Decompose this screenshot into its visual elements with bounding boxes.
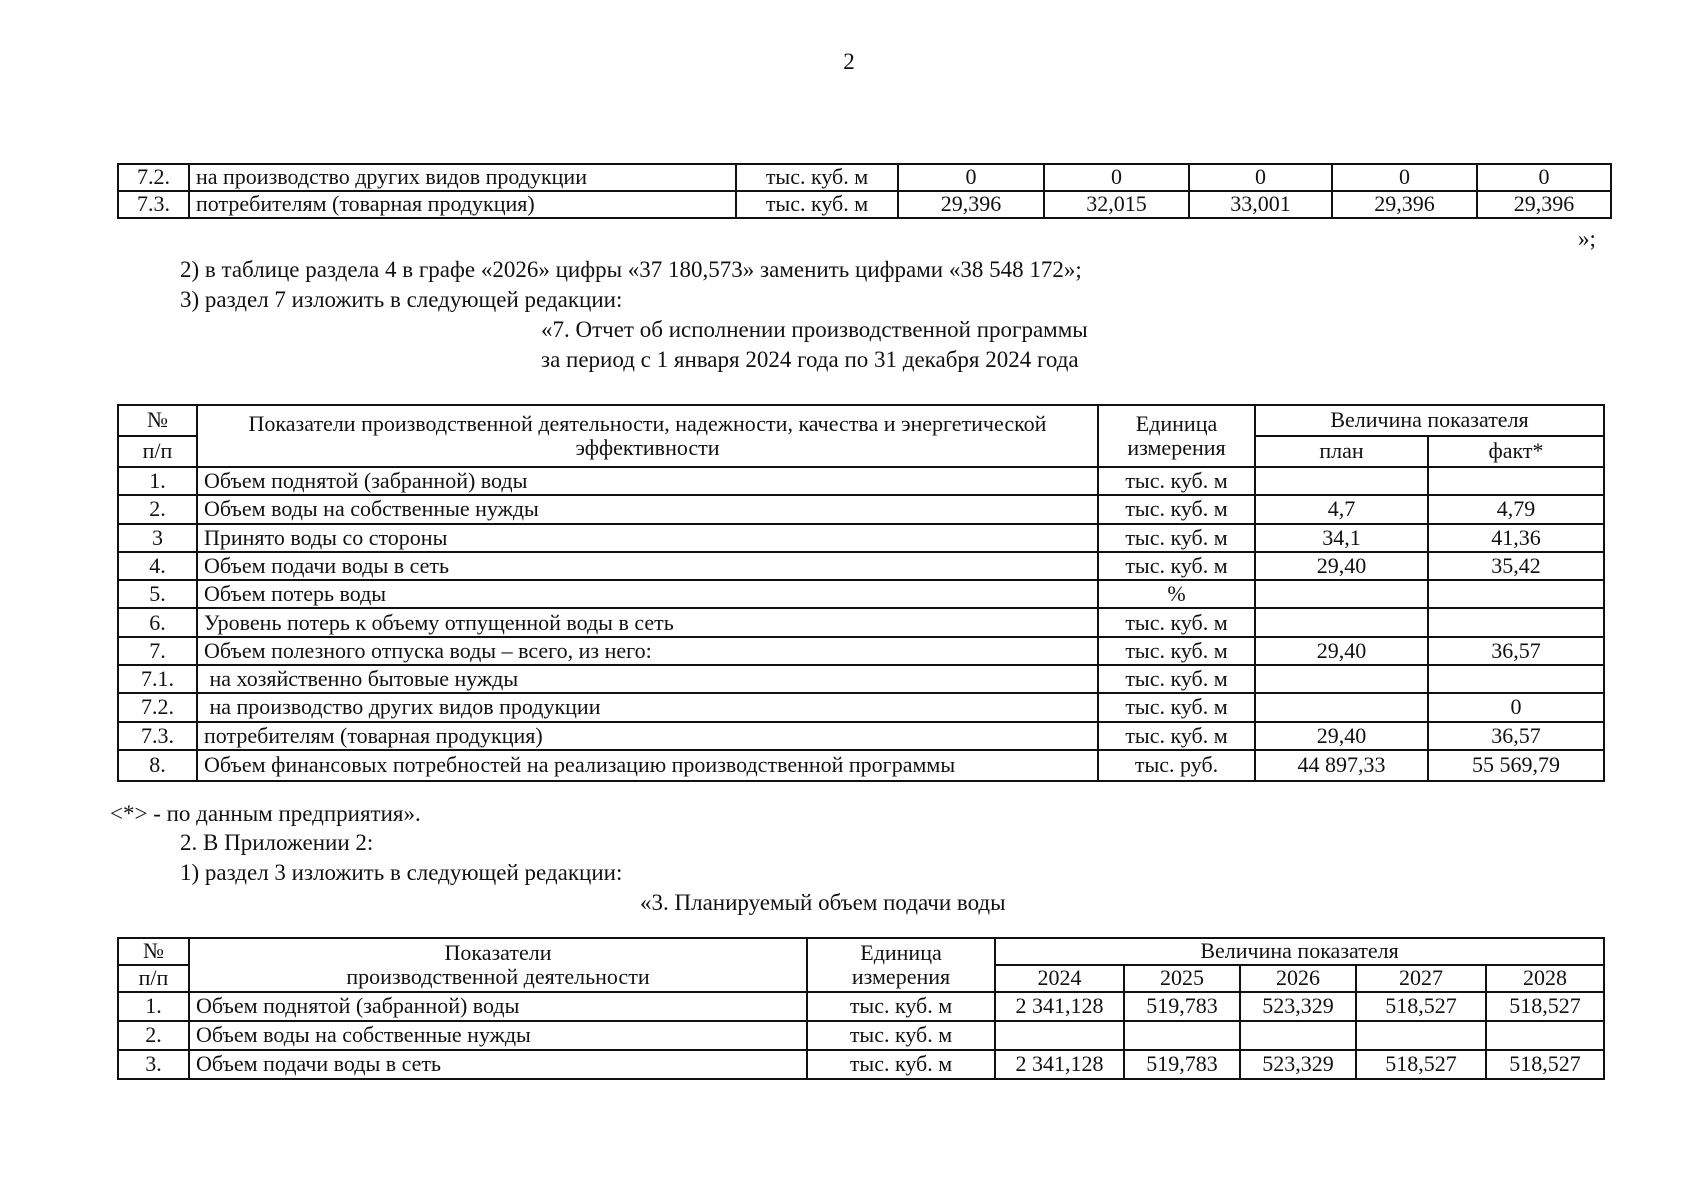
row-value: 519,783 xyxy=(1124,992,1240,1021)
row-unit: тыс. куб. м xyxy=(1098,495,1255,523)
header-unit: Единица измерения xyxy=(807,938,995,992)
header-year: 2025 xyxy=(1124,965,1240,992)
row-unit: % xyxy=(1098,580,1255,608)
table-row xyxy=(118,524,1604,552)
header-year: 2026 xyxy=(1240,965,1356,992)
row-plan xyxy=(1255,608,1428,636)
row-number: 7.2. xyxy=(118,693,197,721)
row-number: 2. xyxy=(118,495,197,523)
row-value: 518,527 xyxy=(1356,1050,1486,1079)
row-value: 29,396 xyxy=(898,191,1044,218)
table-row xyxy=(118,750,1604,781)
row-number: 5. xyxy=(118,580,197,608)
table-row xyxy=(118,495,1604,523)
appendix-2-heading: 2. В Приложении 2: xyxy=(180,830,374,855)
header-year: 2024 xyxy=(995,965,1124,992)
table-row xyxy=(118,467,1604,495)
table-row xyxy=(118,722,1604,750)
row-name: Объем поднятой (забранной) воды xyxy=(189,992,807,1021)
section3-title: «3. Планируемый объем подачи воды xyxy=(640,890,1006,915)
row-fact xyxy=(1428,608,1604,636)
header-num: № xyxy=(118,405,197,436)
row-value: 0 xyxy=(1332,164,1477,191)
row-value: 523,329 xyxy=(1240,992,1356,1021)
row-number: 7.3. xyxy=(118,191,189,218)
row-value: 29,396 xyxy=(1477,191,1611,218)
row-name: Объем воды на собственные нужды xyxy=(189,1021,807,1050)
row-plan xyxy=(1255,693,1428,721)
row-name: Объем потерь воды xyxy=(197,580,1098,608)
page-number: 2 xyxy=(843,49,855,74)
row-name: на производство других видов продукции xyxy=(189,164,736,191)
row-unit: тыс. куб. м xyxy=(1098,693,1255,721)
row-name: Уровень потерь к объему отпущенной воды в сеть xyxy=(197,608,1098,636)
row-unit: тыс. руб. xyxy=(1098,750,1255,781)
row-plan: 29,40 xyxy=(1255,552,1428,580)
row-value: 32,015 xyxy=(1044,191,1189,218)
row-fact: 0 xyxy=(1428,693,1604,721)
header-unit: Единица измерения xyxy=(1098,405,1255,467)
row-name: Объем подачи воды в сеть xyxy=(197,552,1098,580)
row-plan: 29,40 xyxy=(1255,722,1428,750)
row-value: 519,783 xyxy=(1124,1050,1240,1079)
row-name: Объем поднятой (забранной) воды xyxy=(197,467,1098,495)
row-fact: 36,57 xyxy=(1428,637,1604,665)
section7-report-table xyxy=(117,404,1605,782)
header-indicators: Показатели производственной деятельности xyxy=(189,938,807,992)
row-fact: 4,79 xyxy=(1428,495,1604,523)
row-fact xyxy=(1428,467,1604,495)
row-unit: тыс. куб. м xyxy=(1098,467,1255,495)
row-name: потребителям (товарная продукция) xyxy=(189,191,736,218)
row-number: 7.3. xyxy=(118,722,197,750)
row-value xyxy=(1124,1021,1240,1050)
row-plan: 29,40 xyxy=(1255,637,1428,665)
row-value xyxy=(995,1021,1124,1050)
row-number: 3. xyxy=(118,1050,189,1079)
row-unit: тыс. куб. м xyxy=(1098,552,1255,580)
table-row xyxy=(118,693,1604,721)
row-number: 4. xyxy=(118,552,197,580)
row-fact xyxy=(1428,665,1604,693)
row-unit: тыс. куб. м xyxy=(1098,665,1255,693)
row-fact: 35,42 xyxy=(1428,552,1604,580)
row-name: Объем финансовых потребностей на реализацию производственной программы xyxy=(197,750,1098,781)
row-number: 1. xyxy=(118,467,197,495)
row-number: 6. xyxy=(118,608,197,636)
row-plan: 44 897,33 xyxy=(1255,750,1428,781)
row-number: 3 xyxy=(118,524,197,552)
row-number: 7.1. xyxy=(118,665,197,693)
table-row xyxy=(118,552,1604,580)
footnote: <*> - по данным предприятия». xyxy=(110,801,421,826)
row-name: на хозяйственно бытовые нужды xyxy=(197,665,1098,693)
section3-plan-table xyxy=(117,937,1605,1080)
row-number: 7.2. xyxy=(118,164,189,191)
row-name: Объем воды на собственные нужды xyxy=(197,495,1098,523)
row-name: на производство других видов продукции xyxy=(197,693,1098,721)
row-value: 29,396 xyxy=(1332,191,1477,218)
row-value: 518,527 xyxy=(1486,992,1604,1021)
row-fact: 41,36 xyxy=(1428,524,1604,552)
header-value: Величина показателя xyxy=(995,938,1604,965)
row-value: 523,329 xyxy=(1240,1050,1356,1079)
header-num-2: п/п xyxy=(118,436,197,467)
row-value: 33,001 xyxy=(1189,191,1332,218)
header-value: Величина показателя xyxy=(1255,405,1604,436)
continuation-table xyxy=(117,163,1612,219)
header-year: 2028 xyxy=(1486,965,1604,992)
row-plan: 34,1 xyxy=(1255,524,1428,552)
row-value: 2 341,128 xyxy=(995,992,1124,1021)
row-plan xyxy=(1255,467,1428,495)
row-value: 0 xyxy=(1477,164,1611,191)
row-value: 0 xyxy=(1189,164,1332,191)
table-row xyxy=(118,1021,1604,1050)
row-name: Объем полезного отпуска воды – всего, из него: xyxy=(197,637,1098,665)
header-num: № xyxy=(118,938,189,965)
row-plan xyxy=(1255,665,1428,693)
table-row xyxy=(118,665,1604,693)
row-unit: тыс. куб. м xyxy=(807,1050,995,1079)
table-row xyxy=(118,164,1611,191)
row-name: потребителям (товарная продукция) xyxy=(197,722,1098,750)
table-row xyxy=(118,637,1604,665)
header-fact: факт* xyxy=(1428,436,1604,467)
row-unit: тыс. куб. м xyxy=(1098,722,1255,750)
row-value xyxy=(1356,1021,1486,1050)
row-unit: тыс. куб. м xyxy=(1098,524,1255,552)
row-value xyxy=(1240,1021,1356,1050)
row-number: 1. xyxy=(118,992,189,1021)
amendment-item-2: 2) в таблице раздела 4 в графе «2026» цифры «37 180,573» заменить цифрами «38 548 172»; xyxy=(180,257,1082,282)
row-fact: 36,57 xyxy=(1428,722,1604,750)
section7-title-line1: «7. Отчет об исполнении производственной программы xyxy=(541,317,1088,342)
row-number: 2. xyxy=(118,1021,189,1050)
table-row xyxy=(118,608,1604,636)
row-name: Объем подачи воды в сеть xyxy=(189,1050,807,1079)
row-value xyxy=(1486,1021,1604,1050)
row-unit: тыс. куб. м xyxy=(736,191,898,218)
row-plan: 4,7 xyxy=(1255,495,1428,523)
appendix-item-1: 1) раздел 3 изложить в следующей редакции: xyxy=(180,860,623,885)
row-number: 8. xyxy=(118,750,197,781)
table-row xyxy=(118,1050,1604,1079)
header-year: 2027 xyxy=(1356,965,1486,992)
row-unit: тыс. куб. м xyxy=(807,1021,995,1050)
row-fact xyxy=(1428,580,1604,608)
row-value: 2 341,128 xyxy=(995,1050,1124,1079)
row-value: 518,527 xyxy=(1356,992,1486,1021)
table-row xyxy=(118,191,1611,218)
header-plan: план xyxy=(1255,436,1428,467)
row-value: 0 xyxy=(898,164,1044,191)
row-value: 518,527 xyxy=(1486,1050,1604,1079)
row-plan xyxy=(1255,580,1428,608)
row-unit: тыс. куб. м xyxy=(1098,637,1255,665)
row-value: 0 xyxy=(1044,164,1189,191)
table-row xyxy=(118,580,1604,608)
header-num-2: п/п xyxy=(118,965,189,992)
closing-quote: »; xyxy=(1578,226,1596,251)
header-indicators: Показатели производственной деятельности, надежности, качества и энергетической эффективности xyxy=(197,405,1098,467)
row-fact: 55 569,79 xyxy=(1428,750,1604,781)
table-row xyxy=(118,992,1604,1021)
amendment-item-3: 3) раздел 7 изложить в следующей редакции: xyxy=(180,287,623,312)
row-unit: тыс. куб. м xyxy=(807,992,995,1021)
section7-title-line2: за период с 1 января 2024 года по 31 декабря 2024 года xyxy=(541,347,1079,372)
row-name: Принято воды со стороны xyxy=(197,524,1098,552)
row-number: 7. xyxy=(118,637,197,665)
row-unit: тыс. куб. м xyxy=(736,164,898,191)
row-unit: тыс. куб. м xyxy=(1098,608,1255,636)
